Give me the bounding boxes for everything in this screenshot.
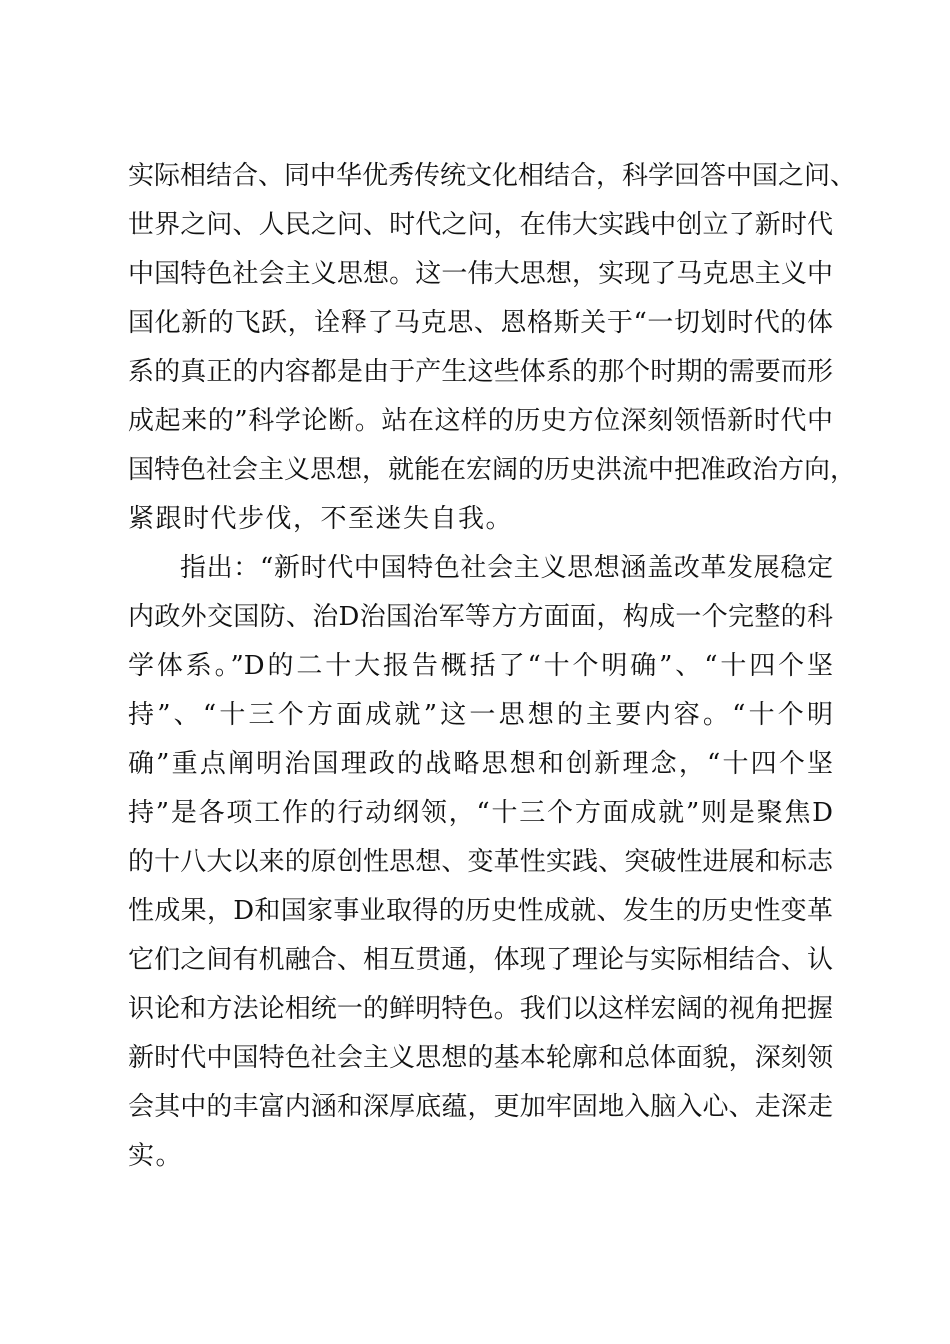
text-line: 国特色社会主义思想，就能在宏阔的历史洪流中把准政治方向，	[128, 455, 857, 485]
text-line: 成起来的”科学论断。站在这样的历史方位深刻领悟新时代中	[128, 406, 833, 436]
body-text	[128, 152, 857, 1181]
text-line: 新时代中国特色社会主义思想的基本轮廓和总体面貌，深刻领	[128, 1043, 833, 1073]
text-line: 内政外交国防、治D治国治军等方方面面，构成一个完整的科	[128, 602, 833, 632]
text-line: 识论和方法论相统一的鲜明特色。我们以这样宏阔的视角把握	[128, 994, 833, 1024]
text-line: 实。	[128, 1141, 184, 1171]
text-line: 的十八大以来的原创性思想、变革性实践、突破性进展和标志	[128, 847, 833, 877]
text-line: 国化新的飞跃，诠释了马克思、恩格斯关于“一切划时代的体	[128, 308, 833, 338]
text-line: 会其中的丰富内涵和深厚底蕴，更加牢固地入脑入心、走深走	[128, 1092, 833, 1122]
text-line: 世界之问、人民之问、时代之问，在伟大实践中创立了新时代	[128, 210, 833, 240]
text-line: 确”重点阐明治国理政的战略思想和创新理念，“十四个坚	[128, 749, 833, 779]
text-line: 它们之间有机融合、相互贯通，体现了理论与实际相结合、认	[128, 945, 833, 975]
text-line: 实际相结合、同中华优秀传统文化相结合，科学回答中国之问、	[128, 161, 857, 191]
paragraph-first-line: 指出：“新时代中国特色社会主义思想涵盖改革发展稳定	[180, 553, 833, 583]
text-line: 系的真正的内容都是由于产生这些体系的那个时期的需要而形	[128, 357, 833, 387]
text-line: 持”、“十三个方面成就”这一思想的主要内容。“十个明	[128, 700, 833, 730]
text-line: 学体系。”D的二十大报告概括了“十个明确”、“十四个坚	[128, 651, 833, 681]
text-line: 持”是各项工作的行动纲领，“十三个方面成就”则是聚焦D	[128, 798, 833, 828]
text-line: 中国特色社会主义思想。这一伟大思想，实现了马克思主义中	[128, 259, 833, 289]
text-line: 性成果，D和国家事业取得的历史性成就、发生的历史性变革	[128, 896, 833, 926]
text-line: 紧跟时代步伐，不至迷失自我。	[128, 504, 514, 534]
